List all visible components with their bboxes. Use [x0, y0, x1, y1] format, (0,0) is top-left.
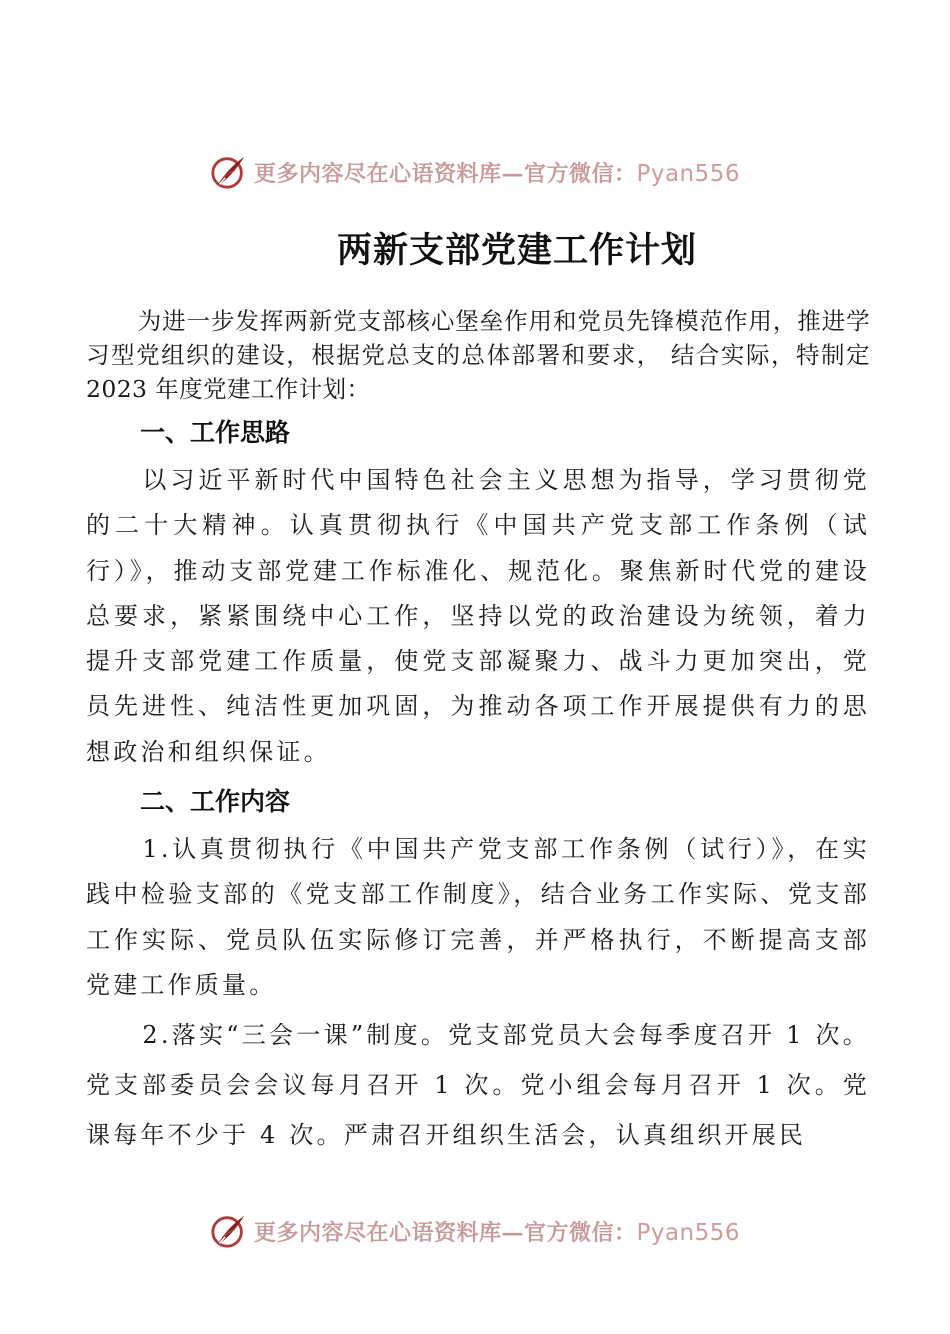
watermark-text: 更多内容尽在心语资料库—官方微信：Pyan556: [253, 1219, 741, 1246]
list-item: 2.落实“三会一课”制度。党支部党员大会每季度召开 1 次。党支部委员会会议每月召开 1 次。党小组会每月召开 1 次。党课每年不少于 4 次。严肃召开组织生活会，认真组织开展民: [86, 1021, 870, 1150]
document-body: [86, 304, 870, 1160]
section-heading-work-approach: 一、工作思路: [140, 418, 291, 447]
list-item: 1.认真贯彻执行《中国共产党支部工作条例（试行）》，在实践中检验支部的《党支部工作制度》，结合业务工作实际、党支部工作实际、党员队伍实际修订完善，并严格执行，不断提高支部党建工作质量。: [86, 835, 870, 999]
section-body-work-approach: 以习近平新时代中国特色社会主义思想为指导，学习贯彻党的二十大精神。认真贯彻执行《中国共产党支部工作条例（试行）》，推动支部党建工作标准化、规范化。聚焦新时代党的建设总要求，紧紧围绕中心工作，坚持以党的政治建设为统领，着力提升支部党建工作质量，使党支部凝聚力、战斗力更加突出，党员先进性、纯洁性更加巩固，为推动各项工作开展提供有力的思想政治和组织保证。: [86, 466, 870, 766]
watermark-header: [0, 150, 950, 194]
page-title: 两新支部党建工作计划: [336, 231, 697, 271]
watermark-footer: [0, 1209, 950, 1253]
section-heading-work-content: 二、工作内容: [140, 787, 291, 817]
intro-paragraph: 为进一步发挥两新党支部核心堡垒作用和党员先锋模范作用，推进学习型党组织的建设，根据党总支的总体部署和要求， 结合实际，特制定 2023 年度党建工作计划：: [86, 307, 870, 403]
quill-pen-logo-icon: [210, 1212, 248, 1250]
watermark-wechat-id: Pyan556: [636, 160, 741, 187]
quill-pen-logo-icon: [210, 153, 248, 191]
watermark-wechat-id: Pyan556: [636, 1219, 741, 1246]
watermark-text: 更多内容尽在心语资料库—官方微信：Pyan556: [253, 160, 741, 187]
